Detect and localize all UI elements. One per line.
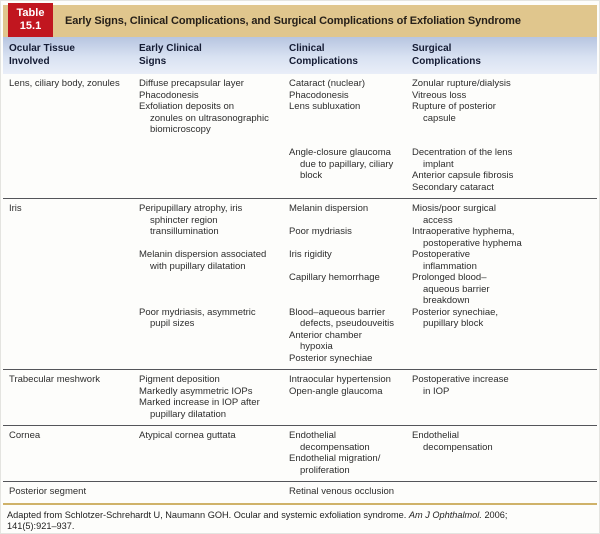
cell-blank-line xyxy=(412,136,593,148)
ocular-tissue-cell xyxy=(9,78,139,193)
cell-line: decompensation xyxy=(423,441,493,453)
ocular-tissue-cell xyxy=(9,374,139,420)
clinical-complications-cell xyxy=(289,430,412,476)
cell-line: sphincter region xyxy=(150,214,218,226)
cell-line: Pigment deposition xyxy=(139,374,220,385)
cell-line: breakdown xyxy=(423,295,470,306)
column-header-line: Complications xyxy=(289,55,358,67)
ocular-tissue-cell xyxy=(9,430,139,476)
column-header-ocular-tissue xyxy=(9,43,139,74)
cell-line: transillumination xyxy=(150,226,219,237)
cell-line: Lens, ciliary body, zonules xyxy=(9,78,120,89)
cell-line: Peripupillary atrophy, iris xyxy=(139,203,243,214)
cell-line: Postoperative xyxy=(412,249,471,260)
cell-line: Anterior capsule fibrosis xyxy=(412,170,514,181)
column-header-early-clinical-signs xyxy=(139,43,289,74)
cell-line: Exfoliation deposits on xyxy=(139,101,235,112)
surgical-complications-cell xyxy=(412,78,593,193)
cell-line: with pupillary dilatation xyxy=(150,260,246,272)
cell-line: proliferation xyxy=(300,464,350,476)
cell-line: Posterior synechiae, xyxy=(412,306,499,318)
cell-line: Open-angle glaucoma xyxy=(289,385,383,397)
early-signs-cell xyxy=(139,374,289,420)
cell-line: capsule xyxy=(423,112,456,124)
clinical-complications-cell xyxy=(289,374,412,420)
cell-blank-line xyxy=(289,238,412,250)
surgical-complications-cell xyxy=(412,203,593,364)
table-badge-number: 15.1 xyxy=(19,20,42,32)
column-header-line: Surgical xyxy=(412,43,452,54)
table-number-badge xyxy=(8,3,53,37)
cell-line: Endothelial xyxy=(412,430,460,441)
cell-blank-line xyxy=(139,295,289,307)
cell-line: Decentration of the lens xyxy=(412,147,513,158)
footnote-text: Adapted from Schlotzer-Schrehardt U, Naumann GOH. Ocular and systemic exfoliation syndrome. xyxy=(7,510,409,520)
column-header-line: Signs xyxy=(139,55,167,67)
clinical-complications-cell xyxy=(289,486,412,498)
cell-line: access xyxy=(423,214,453,226)
early-signs-cell xyxy=(139,486,289,498)
cell-blank-line xyxy=(412,124,593,136)
cell-line: implant xyxy=(423,158,454,170)
table-row xyxy=(3,481,597,503)
cell-line: due to papillary, ciliary xyxy=(300,158,394,170)
surgical-complications-cell xyxy=(412,486,593,498)
footnote xyxy=(7,510,595,532)
surgical-complications-cell xyxy=(412,374,593,420)
cell-line: biomicroscopy xyxy=(150,124,211,135)
cell-line: Angle-closure glaucoma xyxy=(289,147,391,158)
clinical-complications-cell xyxy=(289,78,412,193)
cell-line: Rupture of posterior xyxy=(412,101,496,112)
cell-line: Trabecular meshwork xyxy=(9,374,100,385)
cell-line: Prolonged blood– xyxy=(412,272,487,283)
table-badge-label: Table xyxy=(16,7,45,19)
surgical-complications-cell xyxy=(412,430,593,476)
table-body xyxy=(3,74,597,505)
cell-blank-line xyxy=(289,136,412,148)
cell-line: Postoperative increase xyxy=(412,374,509,385)
cell-line: pupillary block xyxy=(423,318,484,329)
cell-line: decompensation xyxy=(300,441,370,453)
cell-line: Intraoperative hyphema, xyxy=(412,226,515,237)
footnote-journal: Am J Ophthalmol. xyxy=(408,510,482,520)
cell-line: pupillary dilatation xyxy=(150,408,227,420)
column-header-line: Clinical xyxy=(289,43,325,54)
cell-line: Posterior segment xyxy=(9,486,87,497)
cell-line: Anterior chamber xyxy=(289,329,362,341)
cell-line: Intraocular hypertension xyxy=(289,374,391,385)
cell-line: Posterior synechiae xyxy=(289,352,373,364)
ocular-tissue-cell xyxy=(9,203,139,364)
cell-blank-line xyxy=(289,284,412,296)
cell-line: Zonular rupture/dialysis xyxy=(412,78,511,89)
cell-line: defects, pseudouveitis xyxy=(300,318,395,329)
cell-line: Diffuse precapsular layer xyxy=(139,78,244,89)
cell-line: block xyxy=(300,170,323,181)
cell-blank-line xyxy=(289,215,412,227)
cell-line: Iris xyxy=(9,203,22,214)
cell-line: Capillary hemorrhage xyxy=(289,272,380,283)
cell-line: Phacodonesis xyxy=(139,89,199,101)
cell-line: Poor mydriasis, asymmetric xyxy=(139,306,256,318)
cell-line: hypoxia xyxy=(300,341,333,352)
cell-line: pupil sizes xyxy=(150,318,195,329)
cell-line: Marked increase in IOP after xyxy=(139,397,260,408)
cell-blank-line xyxy=(139,284,289,296)
table-row xyxy=(3,74,597,198)
footnote-line-1 xyxy=(7,510,595,521)
cell-line: postoperative hyphema xyxy=(423,237,522,249)
cell-line: Secondary cataract xyxy=(412,181,494,193)
ocular-tissue-cell xyxy=(9,486,139,498)
cell-line: in IOP xyxy=(423,385,450,397)
early-signs-cell xyxy=(139,430,289,476)
cell-line: zonules on ultrasonographic xyxy=(150,112,269,124)
table-row xyxy=(3,369,597,425)
cell-blank-line xyxy=(289,124,412,136)
cell-blank-line xyxy=(139,272,289,284)
cell-line: Poor mydriasis xyxy=(289,226,352,237)
table-title-bar xyxy=(3,5,597,37)
column-header-surgical-complications xyxy=(412,43,593,74)
column-header-line: Early Clinical xyxy=(139,43,202,54)
cell-line: Melanin dispersion xyxy=(289,203,369,214)
cell-line: Cataract (nuclear) xyxy=(289,78,366,89)
cell-line: Atypical cornea guttata xyxy=(139,430,236,441)
cell-line: Miosis/poor surgical xyxy=(412,203,496,214)
table-row xyxy=(3,425,597,481)
cell-line: Melanin dispersion associated xyxy=(139,249,267,260)
cell-line: inflammation xyxy=(423,260,477,272)
footnote-line-2: 141(5):921–937. xyxy=(7,520,75,531)
cell-blank-line xyxy=(289,261,412,273)
early-signs-cell xyxy=(139,78,289,193)
cell-line: Cornea xyxy=(9,430,41,441)
cell-line: Markedly asymmetric IOPs xyxy=(139,385,253,397)
cell-line: Endothelial migration/ xyxy=(289,453,381,464)
column-header-line: Complications xyxy=(412,55,481,67)
cell-line: Retinal venous occlusion xyxy=(289,486,395,497)
table-row xyxy=(3,198,597,369)
column-header-clinical-complications xyxy=(289,43,412,74)
cell-line: aqueous barrier xyxy=(423,283,490,295)
column-header-line: Involved xyxy=(9,55,50,67)
cell-blank-line xyxy=(289,295,412,307)
cell-blank-line xyxy=(289,113,412,125)
column-header-row xyxy=(3,37,597,74)
footnote-text: 2006; xyxy=(481,510,508,520)
cell-line: Vitreous loss xyxy=(412,89,467,101)
column-header-line: Ocular Tissue xyxy=(9,43,75,54)
cell-line: Iris rigidity xyxy=(289,249,332,260)
cell-line: Lens subluxation xyxy=(289,101,361,112)
cell-line: Endothelial xyxy=(289,430,337,441)
cell-line: Blood–aqueous barrier xyxy=(289,306,386,318)
table-title: Early Signs, Clinical Complications, and Surgical Complications of Exfoliation Syndrome xyxy=(65,15,521,27)
clinical-complications-cell xyxy=(289,203,412,364)
early-signs-cell xyxy=(139,203,289,364)
cell-line: Phacodonesis xyxy=(289,89,349,101)
cell-blank-line xyxy=(139,238,289,250)
